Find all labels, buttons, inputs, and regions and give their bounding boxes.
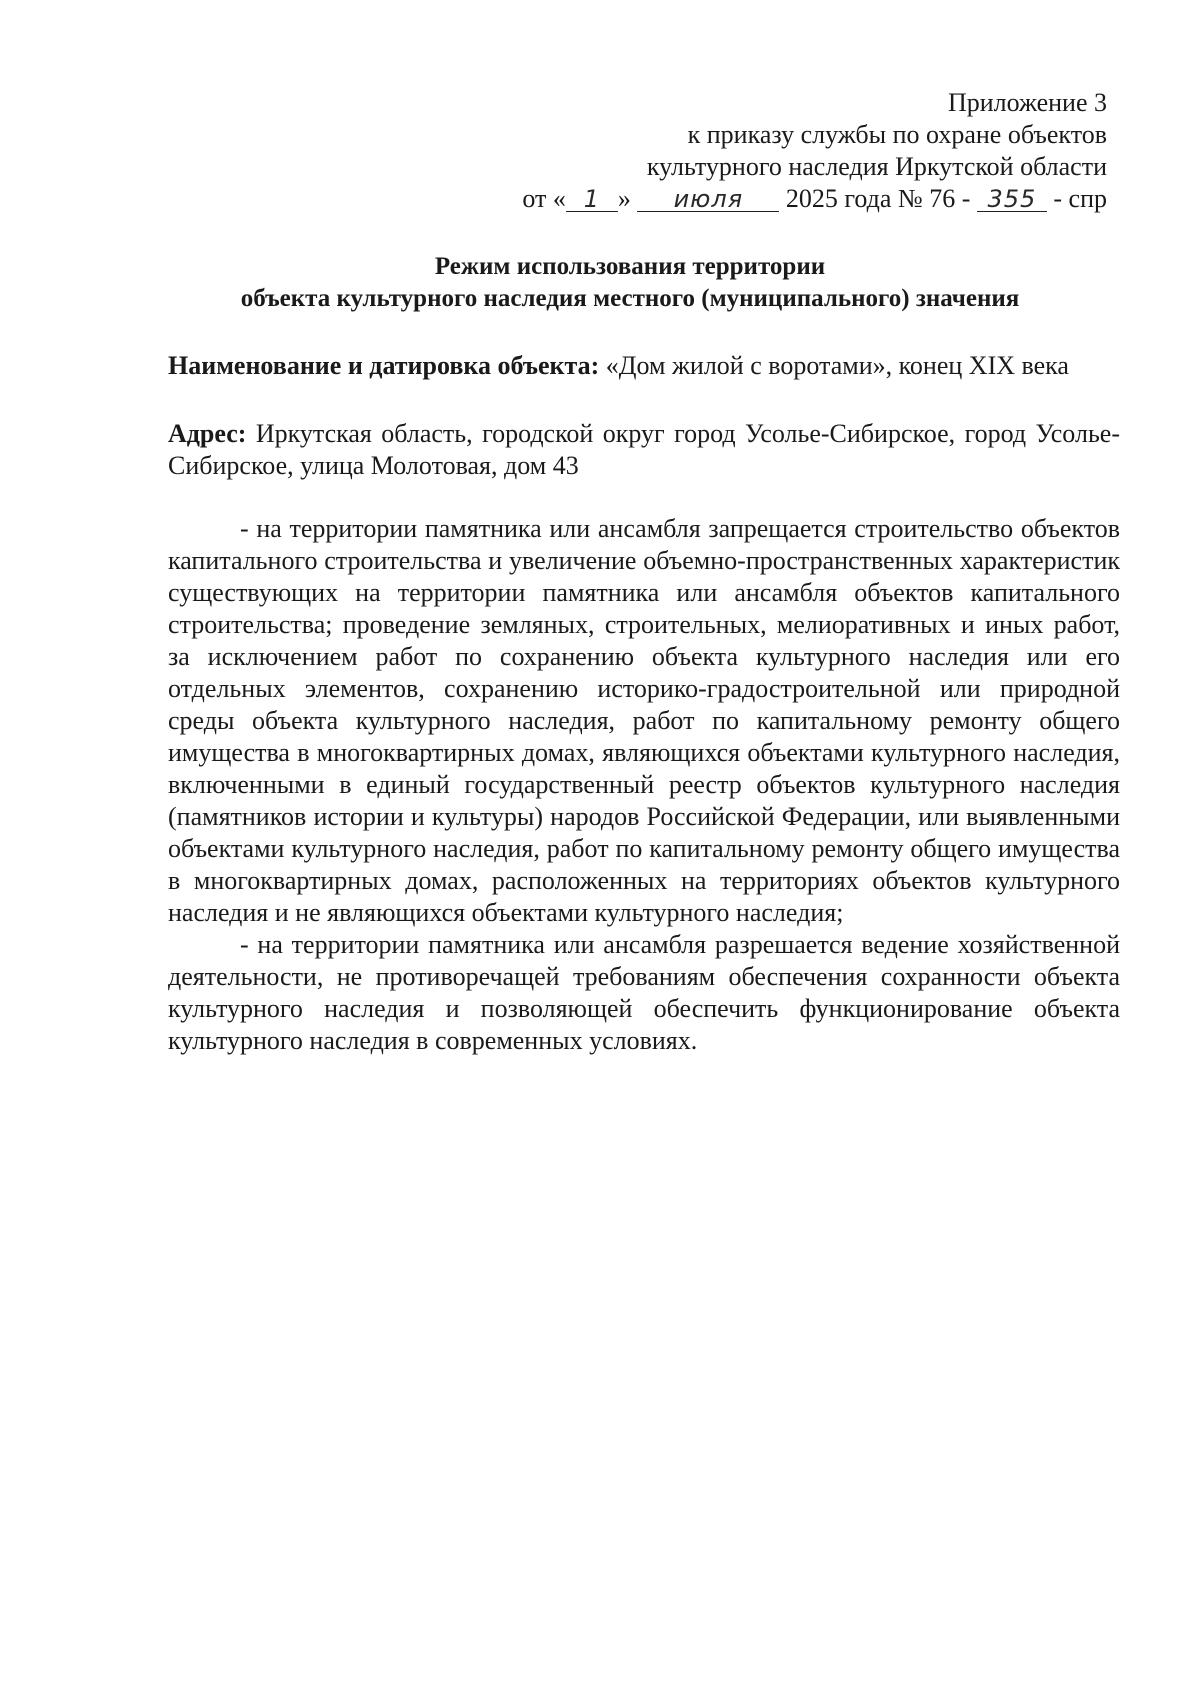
handwritten-number: 355: [987, 185, 1037, 213]
address-section: [168, 418, 1120, 482]
handwritten-month: июля: [673, 185, 744, 213]
object-name-value: «Дом жилой с воротами», конец XIX века: [605, 351, 1069, 380]
order-reference-line-1: к приказу службы по охране объектов: [687, 120, 1107, 149]
number-blank: [977, 183, 1047, 212]
title-line-2: объекта культурного наследия местного (муниципального) значения: [240, 285, 1020, 312]
prohibited-activities-paragraph: - на территории памятника или ансамбля запрещается строительство объектов капитального строительства и увеличение объемно-пространственных характеристик существующих на территории памятника или ансамбля объектов капитального строительства; проведение земляных, строительных, мелиоративных и иных работ, за исключением работ по сохранению объекта культурного наследия или его отдельных элементов, сохранению историко-градостроительной или природной среды объекта культурного наследия, работ по капитальному ремонту общего имущества в многоквартирных домах, являющихся объектами культурного наследия, включенными в единый государственный реестр объектов культурного наследия (памятников истории и культуры) народов Российской Федерации, или выявленными объектами культурного наследия, работ по капитальному ремонту общего имущества в многоквартирных домах, расположенных на территориях объектов культурного наследия и не являющихся объектами культурного наследия;: [168, 514, 1120, 927]
object-name-section: [168, 350, 1120, 382]
appendix-header: [407, 87, 1107, 215]
order-reference-line-2: культурного наследия Иркутской области: [646, 152, 1107, 181]
month-blank: [637, 183, 779, 212]
order-date-line: [407, 183, 1107, 215]
permitted-activities-paragraph: - на территории памятника или ансамбля разрешается ведение хозяйственной деятельности, не противоречащей требованиям обеспечения сохранности объекта культурного наследия и позволяющей обеспечить функционирование объекта культурного наследия в современных условиях.: [168, 930, 1120, 1055]
title-line-1: Режим использования территории: [434, 253, 826, 280]
order-suffix: - спр: [1053, 184, 1107, 213]
date-mid: »: [617, 184, 631, 213]
appendix-number: Приложение 3: [947, 88, 1107, 117]
regime-body: [168, 513, 1120, 1057]
address-label: Адрес:: [168, 419, 247, 448]
address-value: Иркутская область, городской округ город Усолье-Сибирское, город Усолье-Сибирское, улица Молотовая, дом 43: [168, 419, 1120, 480]
day-blank: [566, 183, 618, 212]
document-title: [150, 251, 1110, 315]
year-and-series: 2025 года № 76 -: [785, 184, 971, 213]
object-name-label: Наименование и датировка объекта:: [168, 351, 600, 380]
handwritten-day: 1: [583, 185, 600, 213]
date-prefix: от «: [522, 184, 566, 213]
